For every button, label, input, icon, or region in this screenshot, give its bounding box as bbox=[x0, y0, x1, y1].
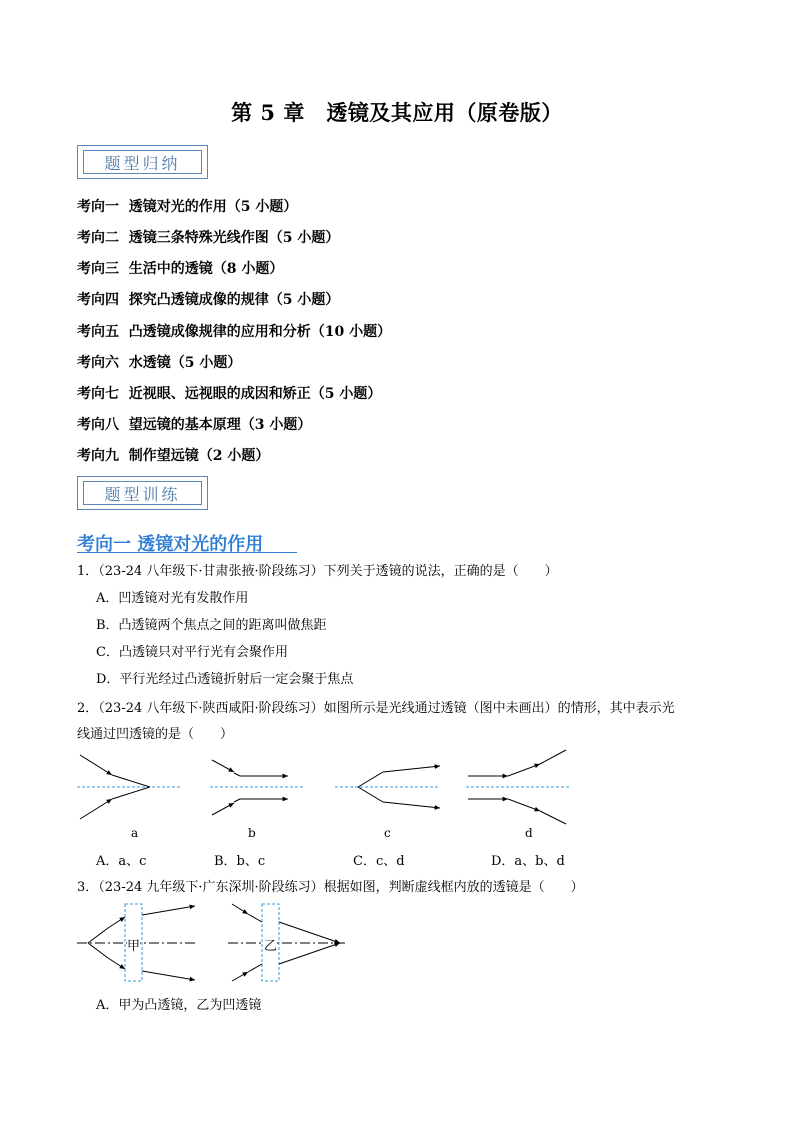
figure-d bbox=[466, 750, 570, 824]
question-3-stem: 3．（23-24 九年级下·广东深圳·阶段练习）根据如图，判断虚线框内放的透镜是（ ） bbox=[77, 880, 584, 895]
section-heading: 考向一 透镜对光的作用 bbox=[77, 534, 264, 555]
question-2-option: A．a、c bbox=[96, 854, 147, 869]
figure-c bbox=[335, 766, 440, 808]
category-item: 考向七 近视眼、远视眼的成因和矫正（5 小题） bbox=[77, 386, 382, 402]
category-item: 考向一 透镜对光的作用（5 小题） bbox=[77, 199, 298, 215]
question-1-stem: 1．（23-24 八年级下·甘肃张掖·阶段练习）下列关于透镜的说法，正确的是（ ） bbox=[77, 564, 558, 579]
category-item: 考向六 水透镜（5 小题） bbox=[77, 355, 242, 371]
figure-label-a: a bbox=[131, 826, 139, 840]
category-item: 考向九 制作望远镜（2 小题） bbox=[77, 448, 270, 464]
figure-label-b: b bbox=[248, 826, 256, 840]
figure-label-c: c bbox=[384, 826, 391, 840]
figure-label-d: d bbox=[525, 826, 533, 840]
figure-label-jia: 甲 bbox=[127, 935, 140, 954]
category-item: 考向二 透镜三条特殊光线作图（5 小题） bbox=[77, 230, 340, 246]
figure-a bbox=[77, 755, 180, 819]
question-1-option: D．平行光经过凸透镜折射后一定会聚于焦点 bbox=[96, 672, 354, 687]
page-title: 第 5 章 透镜及其应用（原卷版） bbox=[231, 100, 563, 125]
question-2-option: B．b、c bbox=[214, 854, 266, 869]
category-item: 考向五 凸透镜成像规律的应用和分析（10 小题） bbox=[77, 324, 392, 340]
question-1-option: A．凹透镜对光有发散作用 bbox=[96, 591, 249, 606]
figure-yi bbox=[228, 904, 345, 981]
question-2-stem: 2．（23-24 八年级下·陕西咸阳·阶段练习）如图所示是光线通过透镜（图中未画出）的情形，其中表示光 bbox=[77, 701, 675, 716]
figure-b bbox=[210, 760, 305, 815]
question-1-option: C．凸透镜只对平行光有会聚作用 bbox=[96, 645, 288, 660]
question-2-option: C．c、d bbox=[353, 854, 405, 869]
section-label: 题型归纳 bbox=[104, 154, 181, 173]
category-item: 考向八 望远镜的基本原理（3 小题） bbox=[77, 417, 312, 433]
category-item: 考向四 探究凸透镜成像的规律（5 小题） bbox=[77, 292, 340, 308]
question-1-option: B．凸透镜两个焦点之间的距离叫做焦距 bbox=[96, 618, 327, 633]
question-2-stem: 线通过凹透镜的是（ ） bbox=[77, 727, 234, 742]
category-item: 考向三 生活中的透镜（8 小题） bbox=[77, 261, 284, 277]
question-2-option: D．a、b、d bbox=[491, 854, 565, 869]
question-3-option: A．甲为凸透镜，乙为凹透镜 bbox=[96, 998, 262, 1013]
figure-label-yi: 乙 bbox=[264, 935, 277, 954]
section-label: 题型训练 bbox=[104, 485, 181, 504]
